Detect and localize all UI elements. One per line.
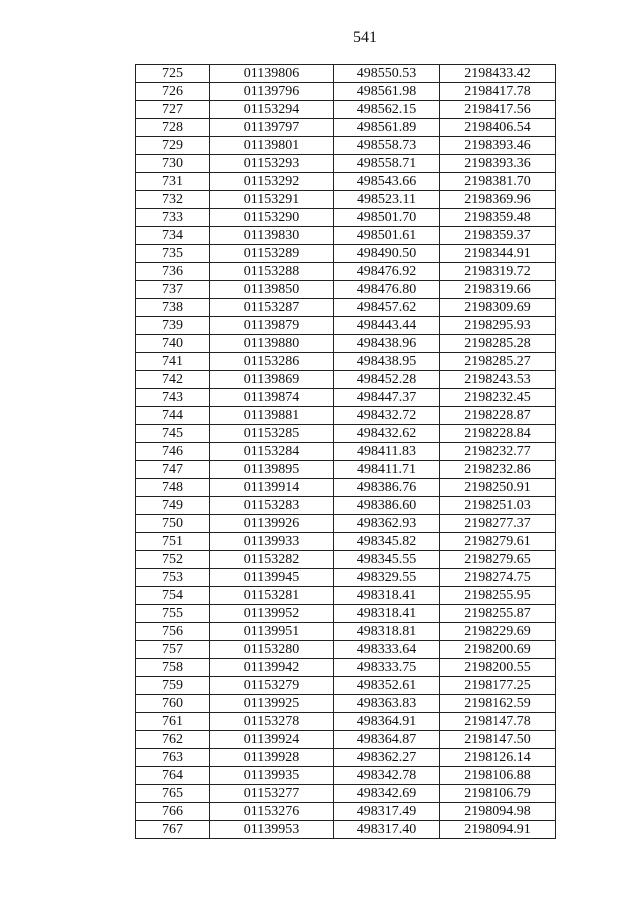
table-row [136, 101, 556, 119]
x-coordinate-cell: 498362.27 [334, 749, 440, 767]
cadastral-id-cell: 01153291 [210, 191, 334, 209]
table-row [136, 695, 556, 713]
point-number-cell: 761 [136, 713, 210, 731]
point-number-cell: 757 [136, 641, 210, 659]
cadastral-id-cell: 01139933 [210, 533, 334, 551]
x-coordinate-cell: 498432.62 [334, 425, 440, 443]
cadastral-id-cell: 01139806 [210, 65, 334, 83]
y-coordinate-cell: 2198229.69 [440, 623, 556, 641]
table-row [136, 353, 556, 371]
point-number-cell: 727 [136, 101, 210, 119]
point-number-cell: 766 [136, 803, 210, 821]
point-number-cell: 741 [136, 353, 210, 371]
point-number-cell: 748 [136, 479, 210, 497]
table-row [136, 407, 556, 425]
point-number-cell: 736 [136, 263, 210, 281]
point-number-cell: 760 [136, 695, 210, 713]
coordinates-table [135, 64, 556, 839]
x-coordinate-cell: 498345.55 [334, 551, 440, 569]
cadastral-id-cell: 01153286 [210, 353, 334, 371]
cadastral-id-cell: 01139925 [210, 695, 334, 713]
cadastral-id-cell: 01139895 [210, 461, 334, 479]
x-coordinate-cell: 498561.98 [334, 83, 440, 101]
x-coordinate-cell: 498438.96 [334, 335, 440, 353]
cadastral-id-cell: 01139924 [210, 731, 334, 749]
y-coordinate-cell: 2198106.88 [440, 767, 556, 785]
x-coordinate-cell: 498317.49 [334, 803, 440, 821]
x-coordinate-cell: 498317.40 [334, 821, 440, 839]
cadastral-id-cell: 01153285 [210, 425, 334, 443]
point-number-cell: 763 [136, 749, 210, 767]
y-coordinate-cell: 2198295.93 [440, 317, 556, 335]
cadastral-id-cell: 01153290 [210, 209, 334, 227]
x-coordinate-cell: 498333.64 [334, 641, 440, 659]
x-coordinate-cell: 498352.61 [334, 677, 440, 695]
cadastral-id-cell: 01139879 [210, 317, 334, 335]
table-row [136, 281, 556, 299]
table-row [136, 227, 556, 245]
x-coordinate-cell: 498476.80 [334, 281, 440, 299]
x-coordinate-cell: 498318.81 [334, 623, 440, 641]
x-coordinate-cell: 498438.95 [334, 353, 440, 371]
point-number-cell: 739 [136, 317, 210, 335]
cadastral-id-cell: 01153284 [210, 443, 334, 461]
y-coordinate-cell: 2198319.66 [440, 281, 556, 299]
y-coordinate-cell: 2198251.03 [440, 497, 556, 515]
table-row [136, 173, 556, 191]
table-row [136, 461, 556, 479]
point-number-cell: 746 [136, 443, 210, 461]
point-number-cell: 752 [136, 551, 210, 569]
table-row [136, 677, 556, 695]
point-number-cell: 742 [136, 371, 210, 389]
point-number-cell: 738 [136, 299, 210, 317]
y-coordinate-cell: 2198433.42 [440, 65, 556, 83]
cadastral-id-cell: 01139880 [210, 335, 334, 353]
point-number-cell: 740 [136, 335, 210, 353]
point-number-cell: 747 [136, 461, 210, 479]
cadastral-id-cell: 01153278 [210, 713, 334, 731]
point-number-cell: 751 [136, 533, 210, 551]
x-coordinate-cell: 498523.11 [334, 191, 440, 209]
table-row [136, 425, 556, 443]
cadastral-id-cell: 01139797 [210, 119, 334, 137]
y-coordinate-cell: 2198162.59 [440, 695, 556, 713]
x-coordinate-cell: 498362.93 [334, 515, 440, 533]
table-row [136, 335, 556, 353]
y-coordinate-cell: 2198285.27 [440, 353, 556, 371]
point-number-cell: 753 [136, 569, 210, 587]
point-number-cell: 762 [136, 731, 210, 749]
cadastral-id-cell: 01139952 [210, 605, 334, 623]
x-coordinate-cell: 498452.28 [334, 371, 440, 389]
x-coordinate-cell: 498386.60 [334, 497, 440, 515]
x-coordinate-cell: 498333.75 [334, 659, 440, 677]
cadastral-id-cell: 01153288 [210, 263, 334, 281]
table-row [136, 587, 556, 605]
x-coordinate-cell: 498342.69 [334, 785, 440, 803]
point-number-cell: 767 [136, 821, 210, 839]
cadastral-id-cell: 01153281 [210, 587, 334, 605]
y-coordinate-cell: 2198417.78 [440, 83, 556, 101]
cadastral-id-cell: 01139953 [210, 821, 334, 839]
y-coordinate-cell: 2198274.75 [440, 569, 556, 587]
x-coordinate-cell: 498345.82 [334, 533, 440, 551]
cadastral-id-cell: 01153289 [210, 245, 334, 263]
table-row [136, 119, 556, 137]
x-coordinate-cell: 498318.41 [334, 587, 440, 605]
cadastral-id-cell: 01153293 [210, 155, 334, 173]
cadastral-id-cell: 01139801 [210, 137, 334, 155]
y-coordinate-cell: 2198406.54 [440, 119, 556, 137]
cadastral-id-cell: 01139881 [210, 407, 334, 425]
point-number-cell: 729 [136, 137, 210, 155]
x-coordinate-cell: 498443.44 [334, 317, 440, 335]
cadastral-id-cell: 01139914 [210, 479, 334, 497]
table-row [136, 263, 556, 281]
table-row [136, 497, 556, 515]
x-coordinate-cell: 498386.76 [334, 479, 440, 497]
y-coordinate-cell: 2198106.79 [440, 785, 556, 803]
point-number-cell: 743 [136, 389, 210, 407]
table-row [136, 803, 556, 821]
table-row [136, 137, 556, 155]
point-number-cell: 764 [136, 767, 210, 785]
cadastral-id-cell: 01153294 [210, 101, 334, 119]
table-row [136, 749, 556, 767]
y-coordinate-cell: 2198381.70 [440, 173, 556, 191]
y-coordinate-cell: 2198285.28 [440, 335, 556, 353]
table-row [136, 443, 556, 461]
table-row [136, 659, 556, 677]
point-number-cell: 759 [136, 677, 210, 695]
table-row [136, 65, 556, 83]
point-number-cell: 758 [136, 659, 210, 677]
table-row [136, 569, 556, 587]
x-coordinate-cell: 498329.55 [334, 569, 440, 587]
y-coordinate-cell: 2198417.56 [440, 101, 556, 119]
point-number-cell: 728 [136, 119, 210, 137]
table-body [136, 65, 556, 839]
point-number-cell: 733 [136, 209, 210, 227]
y-coordinate-cell: 2198200.69 [440, 641, 556, 659]
x-coordinate-cell: 498562.15 [334, 101, 440, 119]
table-row [136, 767, 556, 785]
cadastral-id-cell: 01139796 [210, 83, 334, 101]
point-number-cell: 745 [136, 425, 210, 443]
y-coordinate-cell: 2198232.77 [440, 443, 556, 461]
y-coordinate-cell: 2198359.48 [440, 209, 556, 227]
table-row [136, 209, 556, 227]
x-coordinate-cell: 498364.91 [334, 713, 440, 731]
y-coordinate-cell: 2198147.78 [440, 713, 556, 731]
point-number-cell: 744 [136, 407, 210, 425]
page-number: 541 [353, 29, 377, 46]
table-row [136, 389, 556, 407]
cadastral-id-cell: 01139830 [210, 227, 334, 245]
table-row [136, 317, 556, 335]
y-coordinate-cell: 2198393.46 [440, 137, 556, 155]
x-coordinate-cell: 498558.71 [334, 155, 440, 173]
x-coordinate-cell: 498457.62 [334, 299, 440, 317]
cadastral-id-cell: 01153282 [210, 551, 334, 569]
y-coordinate-cell: 2198359.37 [440, 227, 556, 245]
point-number-cell: 725 [136, 65, 210, 83]
y-coordinate-cell: 2198094.98 [440, 803, 556, 821]
cadastral-id-cell: 01153280 [210, 641, 334, 659]
point-number-cell: 754 [136, 587, 210, 605]
table-row [136, 605, 556, 623]
table-row [136, 299, 556, 317]
point-number-cell: 732 [136, 191, 210, 209]
x-coordinate-cell: 498550.53 [334, 65, 440, 83]
table-row [136, 371, 556, 389]
x-coordinate-cell: 498543.66 [334, 173, 440, 191]
y-coordinate-cell: 2198177.25 [440, 677, 556, 695]
cadastral-id-cell: 01153276 [210, 803, 334, 821]
y-coordinate-cell: 2198232.86 [440, 461, 556, 479]
y-coordinate-cell: 2198255.95 [440, 587, 556, 605]
x-coordinate-cell: 498476.92 [334, 263, 440, 281]
cadastral-id-cell: 01139951 [210, 623, 334, 641]
point-number-cell: 755 [136, 605, 210, 623]
table-row [136, 785, 556, 803]
y-coordinate-cell: 2198279.65 [440, 551, 556, 569]
y-coordinate-cell: 2198255.87 [440, 605, 556, 623]
cadastral-id-cell: 01139945 [210, 569, 334, 587]
table-row [136, 821, 556, 839]
cadastral-id-cell: 01139928 [210, 749, 334, 767]
cadastral-id-cell: 01153287 [210, 299, 334, 317]
x-coordinate-cell: 498363.83 [334, 695, 440, 713]
point-number-cell: 730 [136, 155, 210, 173]
cadastral-id-cell: 01139942 [210, 659, 334, 677]
x-coordinate-cell: 498411.83 [334, 443, 440, 461]
x-coordinate-cell: 498342.78 [334, 767, 440, 785]
y-coordinate-cell: 2198126.14 [440, 749, 556, 767]
cadastral-id-cell: 01139850 [210, 281, 334, 299]
y-coordinate-cell: 2198393.36 [440, 155, 556, 173]
table-row [136, 713, 556, 731]
x-coordinate-cell: 498558.73 [334, 137, 440, 155]
x-coordinate-cell: 498364.87 [334, 731, 440, 749]
table-row [136, 623, 556, 641]
table-row [136, 479, 556, 497]
cadastral-id-cell: 01153292 [210, 173, 334, 191]
point-number-cell: 731 [136, 173, 210, 191]
y-coordinate-cell: 2198228.84 [440, 425, 556, 443]
y-coordinate-cell: 2198309.69 [440, 299, 556, 317]
point-number-cell: 734 [136, 227, 210, 245]
y-coordinate-cell: 2198232.45 [440, 389, 556, 407]
table-row [136, 83, 556, 101]
y-coordinate-cell: 2198319.72 [440, 263, 556, 281]
cadastral-id-cell: 01139874 [210, 389, 334, 407]
point-number-cell: 735 [136, 245, 210, 263]
cadastral-id-cell: 01139926 [210, 515, 334, 533]
y-coordinate-cell: 2198147.50 [440, 731, 556, 749]
table-row [136, 515, 556, 533]
table-row [136, 155, 556, 173]
x-coordinate-cell: 498561.89 [334, 119, 440, 137]
cadastral-id-cell: 01153283 [210, 497, 334, 515]
cadastral-id-cell: 01139869 [210, 371, 334, 389]
x-coordinate-cell: 498490.50 [334, 245, 440, 263]
x-coordinate-cell: 498501.70 [334, 209, 440, 227]
table-row [136, 533, 556, 551]
point-number-cell: 750 [136, 515, 210, 533]
y-coordinate-cell: 2198369.96 [440, 191, 556, 209]
x-coordinate-cell: 498318.41 [334, 605, 440, 623]
x-coordinate-cell: 498411.71 [334, 461, 440, 479]
point-number-cell: 737 [136, 281, 210, 299]
x-coordinate-cell: 498432.72 [334, 407, 440, 425]
table-row [136, 245, 556, 263]
y-coordinate-cell: 2198344.91 [440, 245, 556, 263]
table-row [136, 551, 556, 569]
x-coordinate-cell: 498447.37 [334, 389, 440, 407]
x-coordinate-cell: 498501.61 [334, 227, 440, 245]
table-row [136, 191, 556, 209]
y-coordinate-cell: 2198279.61 [440, 533, 556, 551]
point-number-cell: 756 [136, 623, 210, 641]
cadastral-id-cell: 01153277 [210, 785, 334, 803]
table-row [136, 731, 556, 749]
y-coordinate-cell: 2198243.53 [440, 371, 556, 389]
point-number-cell: 726 [136, 83, 210, 101]
point-number-cell: 749 [136, 497, 210, 515]
point-number-cell: 765 [136, 785, 210, 803]
table-row [136, 641, 556, 659]
y-coordinate-cell: 2198277.37 [440, 515, 556, 533]
y-coordinate-cell: 2198200.55 [440, 659, 556, 677]
cadastral-id-cell: 01139935 [210, 767, 334, 785]
y-coordinate-cell: 2198094.91 [440, 821, 556, 839]
cadastral-id-cell: 01153279 [210, 677, 334, 695]
y-coordinate-cell: 2198250.91 [440, 479, 556, 497]
y-coordinate-cell: 2198228.87 [440, 407, 556, 425]
